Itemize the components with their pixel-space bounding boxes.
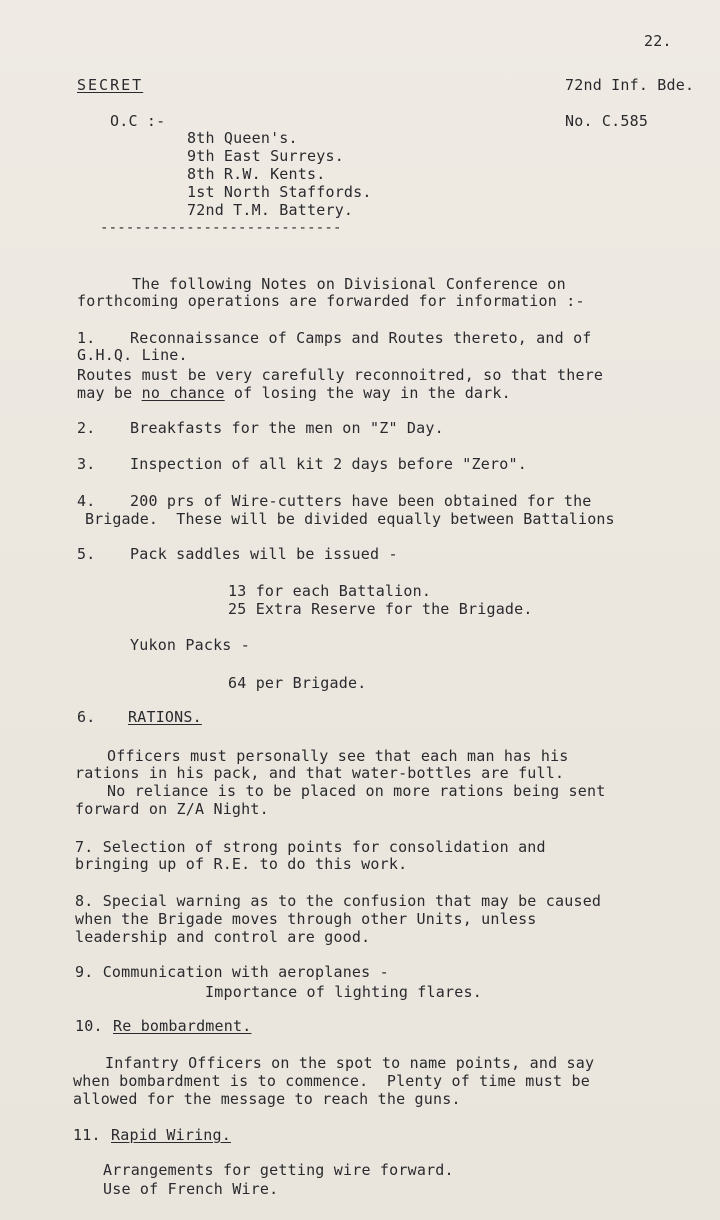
page-number: 22.	[644, 32, 672, 50]
addressee-1: 8th Queen's.	[187, 129, 298, 147]
unit-heading: 72nd Inf. Bde.	[565, 76, 695, 94]
item-3-number: 3.	[77, 455, 96, 473]
item-1-line-4	[77, 385, 511, 402]
intro-line-2: forthcoming operations are forwarded for information :-	[77, 292, 585, 310]
addressee-4: 1st North Staffords.	[187, 183, 372, 201]
addressee-5: 72nd T.M. Battery.	[187, 201, 354, 219]
item-1-line-2: G.H.Q. Line.	[77, 346, 188, 364]
item-6-number: 6.	[77, 708, 96, 726]
item-5-sub-2: 25 Extra Reserve for the Brigade.	[228, 600, 533, 618]
item-6-line-1: Officers must personally see that each man has his	[107, 747, 569, 765]
item-6-line-3: No reliance is to be placed on more rations being sent	[107, 782, 606, 800]
item-10-heading: Re bombardment.	[113, 1017, 252, 1035]
item-8-line-2: when the Brigade moves through other Units, unless	[75, 910, 537, 928]
item-1-line-4-pre: may be	[77, 384, 142, 402]
item-4-line-1: 200 prs of Wire-cutters have been obtained for the	[130, 492, 592, 510]
classification-heading: SECRET	[77, 76, 144, 94]
item-6-heading: RATIONS.	[128, 708, 202, 726]
item-10-number: 10.	[75, 1017, 103, 1035]
item-9-line-2: Importance of lighting flares.	[205, 983, 482, 1001]
item-7-line-1: 7. Selection of strong points for consolidation and	[75, 838, 546, 856]
reference-number: No. C.585	[565, 112, 649, 130]
intro-line-1: The following Notes on Divisional Conference on	[132, 275, 566, 293]
item-4-number: 4.	[77, 492, 96, 510]
item-10-line-2: when bombardment is to commence. Plenty of time must be	[73, 1072, 590, 1090]
item-5-text: Pack saddles will be issued -	[130, 545, 398, 563]
addressee-2: 9th East Surreys.	[187, 147, 344, 165]
item-11-heading: Rapid Wiring.	[111, 1126, 231, 1144]
item-6-line-4: forward on Z/A Night.	[75, 800, 269, 818]
item-5-yukon-sub: 64 per Brigade.	[228, 674, 367, 692]
separator-line: ----------------------------	[100, 220, 342, 236]
item-1-number: 1.	[77, 329, 96, 347]
item-10-line-3: allowed for the message to reach the guns.	[73, 1090, 461, 1108]
item-1-no-chance: no chance	[141, 384, 225, 402]
addressee-label: O.C :-	[110, 112, 166, 130]
item-5-number: 5.	[77, 545, 96, 563]
item-2-text: Breakfasts for the men on "Z" Day.	[130, 419, 444, 437]
item-5-sub-1: 13 for each Battalion.	[228, 582, 432, 600]
addressee-3: 8th R.W. Kents.	[187, 165, 326, 183]
item-11-line-1: Arrangements for getting wire forward.	[103, 1161, 454, 1179]
item-1-line-1: Reconnaissance of Camps and Routes thereto, and of	[130, 329, 592, 347]
item-1-line-3: Routes must be very carefully reconnoitred, so that there	[77, 366, 604, 384]
item-8-line-1: 8. Special warning as to the confusion that may be caused	[75, 892, 602, 910]
item-3-text: Inspection of all kit 2 days before "Zero".	[130, 455, 527, 473]
item-5-yukon: Yukon Packs -	[130, 636, 250, 654]
item-6-line-2: rations in his pack, and that water-bottles are full.	[75, 764, 565, 782]
item-8-line-3: leadership and control are good.	[75, 928, 371, 946]
item-2-number: 2.	[77, 419, 96, 437]
item-10-line-1: Infantry Officers on the spot to name points, and say	[105, 1054, 595, 1072]
item-11-number: 11.	[73, 1126, 101, 1144]
item-11-line-2: Use of French Wire.	[103, 1180, 279, 1198]
item-4-line-2: Brigade. These will be divided equally between Battalions	[85, 510, 615, 528]
item-7-line-2: bringing up of R.E. to do this work.	[75, 855, 408, 873]
item-9-line-1: 9. Communication with aeroplanes -	[75, 963, 389, 981]
item-1-line-4-post: of losing the way in the dark.	[224, 384, 511, 402]
